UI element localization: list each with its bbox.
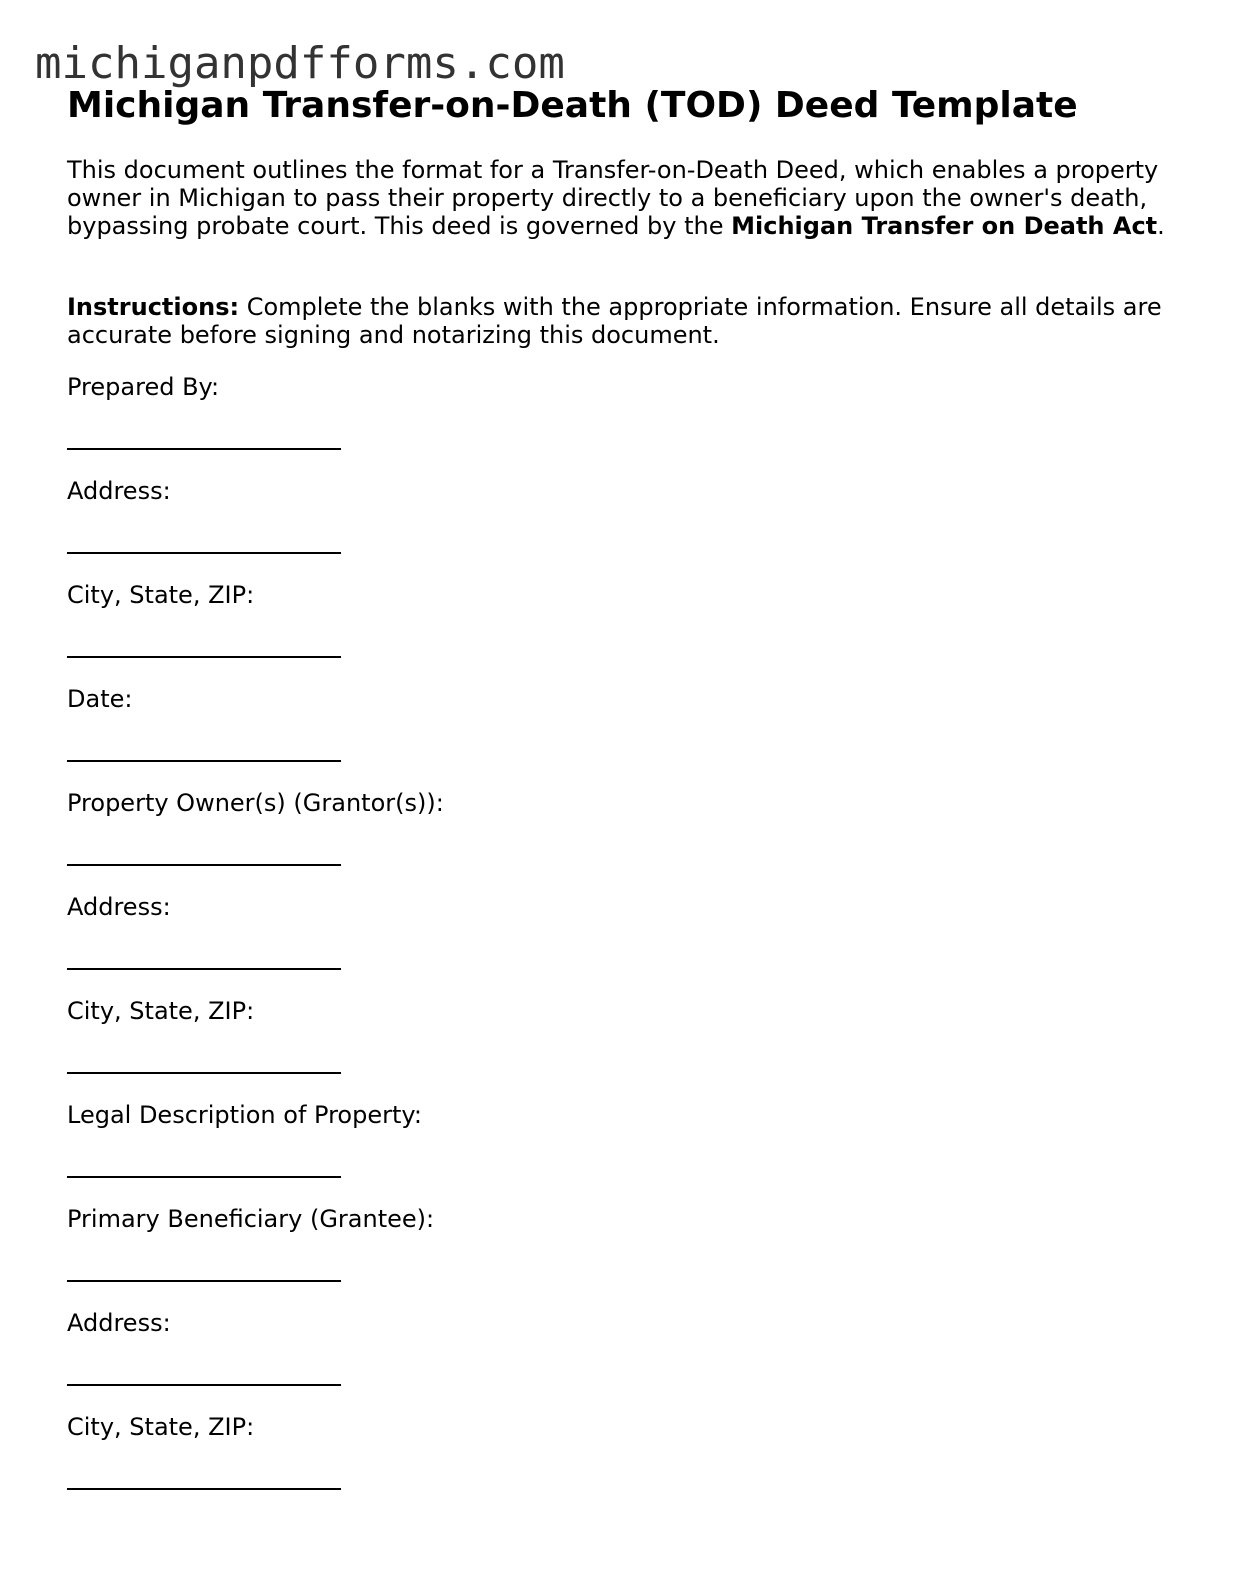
beneficiary-city-state-zip-blank[interactable] — [67, 1488, 341, 1490]
field-preparer-city-state-zip — [67, 580, 1167, 684]
field-label: Date: — [67, 685, 133, 713]
document-title: Michigan Transfer-on-Death (TOD) Deed Template — [67, 85, 1078, 126]
form-fields — [67, 372, 1167, 1516]
preparer-city-state-zip-blank[interactable] — [67, 656, 341, 658]
field-label: Address: — [67, 1309, 171, 1337]
intro-act-name: Michigan Transfer on Death Act — [731, 212, 1158, 240]
instructions-text: Complete the blanks with the appropriate information. Ensure all details are accurate before signing and notarizing this document. — [67, 293, 1162, 349]
field-primary-beneficiary — [67, 1204, 1167, 1308]
site-watermark: michiganpdfforms.com — [35, 38, 565, 89]
owner-address-blank[interactable] — [67, 968, 341, 970]
field-label: City, State, ZIP: — [67, 581, 255, 609]
field-property-owner — [67, 788, 1167, 892]
field-label: Address: — [67, 893, 171, 921]
field-label: City, State, ZIP: — [67, 997, 255, 1025]
field-date — [67, 684, 1167, 788]
field-label: Address: — [67, 477, 171, 505]
owner-city-state-zip-blank[interactable] — [67, 1072, 341, 1074]
intro-text: This document outlines the format for a Transfer-on-Death Deed, which enables a property owner in Michigan to pass their property directly to a beneficiary upon the owner's death, bypassing probate court. This deed is governed by the — [67, 156, 1159, 240]
field-beneficiary-city-state-zip — [67, 1412, 1167, 1516]
field-label: Legal Description of Property: — [67, 1101, 422, 1129]
primary-beneficiary-blank[interactable] — [67, 1280, 341, 1282]
preparer-address-blank[interactable] — [67, 552, 341, 554]
field-preparer-address — [67, 476, 1167, 580]
prepared-by-blank[interactable] — [67, 448, 341, 450]
date-blank[interactable] — [67, 760, 341, 762]
field-label: Primary Beneficiary (Grantee): — [67, 1205, 435, 1233]
field-prepared-by — [67, 372, 1167, 476]
beneficiary-address-blank[interactable] — [67, 1384, 341, 1386]
legal-description-blank[interactable] — [67, 1176, 341, 1178]
field-legal-description — [67, 1100, 1167, 1204]
instructions-paragraph — [67, 293, 1177, 349]
field-beneficiary-address — [67, 1308, 1167, 1412]
field-label: Property Owner(s) (Grantor(s)): — [67, 789, 444, 817]
field-owner-city-state-zip — [67, 996, 1167, 1100]
intro-paragraph — [67, 156, 1177, 240]
field-label: Prepared By: — [67, 373, 220, 401]
field-label: City, State, ZIP: — [67, 1413, 255, 1441]
instructions-label: Instructions: — [67, 293, 240, 321]
intro-end: . — [1157, 212, 1165, 240]
field-owner-address — [67, 892, 1167, 996]
property-owner-blank[interactable] — [67, 864, 341, 866]
